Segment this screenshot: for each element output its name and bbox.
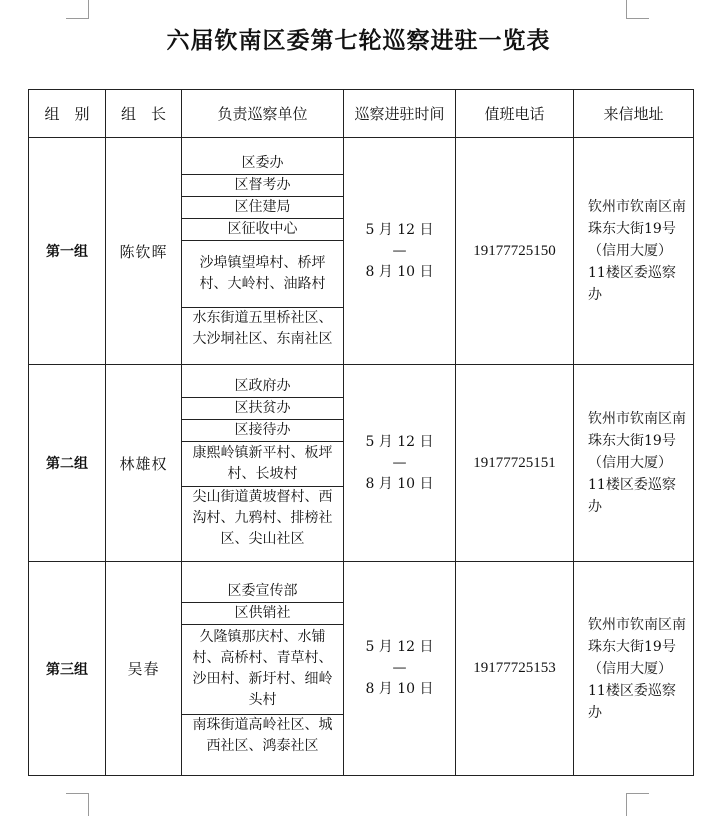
col-header-group: 组 别 bbox=[29, 90, 106, 138]
unit-item: 区扶贫办 bbox=[182, 398, 343, 420]
unit-item: 水东街道五里桥社区、大沙垌社区、东南社区 bbox=[192, 309, 333, 347]
period-start: 5 月 12 日 bbox=[365, 433, 434, 450]
unit-item: 区督考办 bbox=[182, 174, 343, 196]
duty-phone: 19177725151 bbox=[456, 365, 574, 562]
duty-phone: 19177725150 bbox=[456, 138, 574, 365]
unit-item: 沙埠镇望埠村、桥坪村、大岭村、油路村 bbox=[182, 240, 343, 307]
units-cell bbox=[182, 138, 344, 365]
unit-item: 区委办 bbox=[182, 152, 343, 174]
period-cell bbox=[344, 138, 456, 365]
group-name: 第三组 bbox=[29, 562, 106, 776]
group-leader: 吴春 bbox=[106, 562, 182, 776]
page-corner-mark bbox=[626, 0, 649, 19]
period-cell bbox=[344, 562, 456, 776]
table-row bbox=[29, 365, 694, 562]
header-row bbox=[29, 90, 694, 138]
unit-item: 区政府办 bbox=[182, 376, 343, 398]
table-row bbox=[29, 138, 694, 365]
unit-item: 久隆镇那庆村、水铺村、高桥村、青草村、沙田村、新圩村、细岭头村 bbox=[182, 624, 343, 714]
group-name: 第二组 bbox=[29, 365, 106, 562]
unit-item: 区接待办 bbox=[182, 420, 343, 442]
table-row bbox=[29, 562, 694, 776]
period-end: 8 月 10 日 bbox=[365, 263, 434, 280]
mail-address: 钦州市钦南区南珠东大街19号（信用大厦）11楼区委巡察办 bbox=[574, 138, 694, 365]
col-header-period: 巡察进驻时间 bbox=[344, 90, 456, 138]
col-header-address: 来信地址 bbox=[574, 90, 694, 138]
units-cell bbox=[182, 562, 344, 776]
unit-item: 区征收中心 bbox=[182, 218, 343, 240]
unit-item: 区住建局 bbox=[182, 196, 343, 218]
group-leader: 陈钦晖 bbox=[106, 138, 182, 365]
col-header-leader: 组 长 bbox=[106, 90, 182, 138]
period-end: 8 月 10 日 bbox=[365, 475, 434, 492]
mail-address: 钦州市钦南区南珠东大街19号（信用大厦）11楼区委巡察办 bbox=[574, 365, 694, 562]
inspection-table bbox=[28, 89, 694, 776]
units-cell bbox=[182, 365, 344, 562]
document-title: 六届钦南区委第七轮巡察进驻一览表 bbox=[166, 27, 551, 54]
unit-item: 尖山街道黄坡督村、西沟村、九鸦村、排榜社区、尖山社区 bbox=[192, 489, 333, 548]
col-header-phone: 值班电话 bbox=[456, 90, 574, 138]
period-end: 8 月 10 日 bbox=[365, 681, 434, 697]
unit-item: 区委宣传部 bbox=[182, 580, 343, 602]
period-dash: — bbox=[392, 242, 407, 259]
duty-phone: 19177725153 bbox=[456, 562, 574, 776]
period-start: 5 月 12 日 bbox=[365, 639, 434, 655]
group-leader: 林雄权 bbox=[106, 365, 182, 562]
period-dash: — bbox=[392, 454, 407, 471]
period-cell bbox=[344, 365, 456, 562]
period-dash: — bbox=[392, 660, 407, 676]
page-corner-mark bbox=[66, 0, 89, 19]
period-start: 5 月 12 日 bbox=[365, 221, 434, 238]
unit-item: 区供销社 bbox=[182, 602, 343, 624]
group-name: 第一组 bbox=[29, 138, 106, 365]
unit-item: 南珠街道高岭社区、城西社区、鸿泰社区 bbox=[192, 716, 333, 754]
unit-item: 康熙岭镇新平村、板坪村、长坡村 bbox=[182, 442, 343, 487]
mail-address: 钦州市钦南区南珠东大街19号（信用大厦）11楼区委巡察办 bbox=[574, 562, 694, 776]
col-header-units: 负责巡察单位 bbox=[182, 90, 344, 138]
